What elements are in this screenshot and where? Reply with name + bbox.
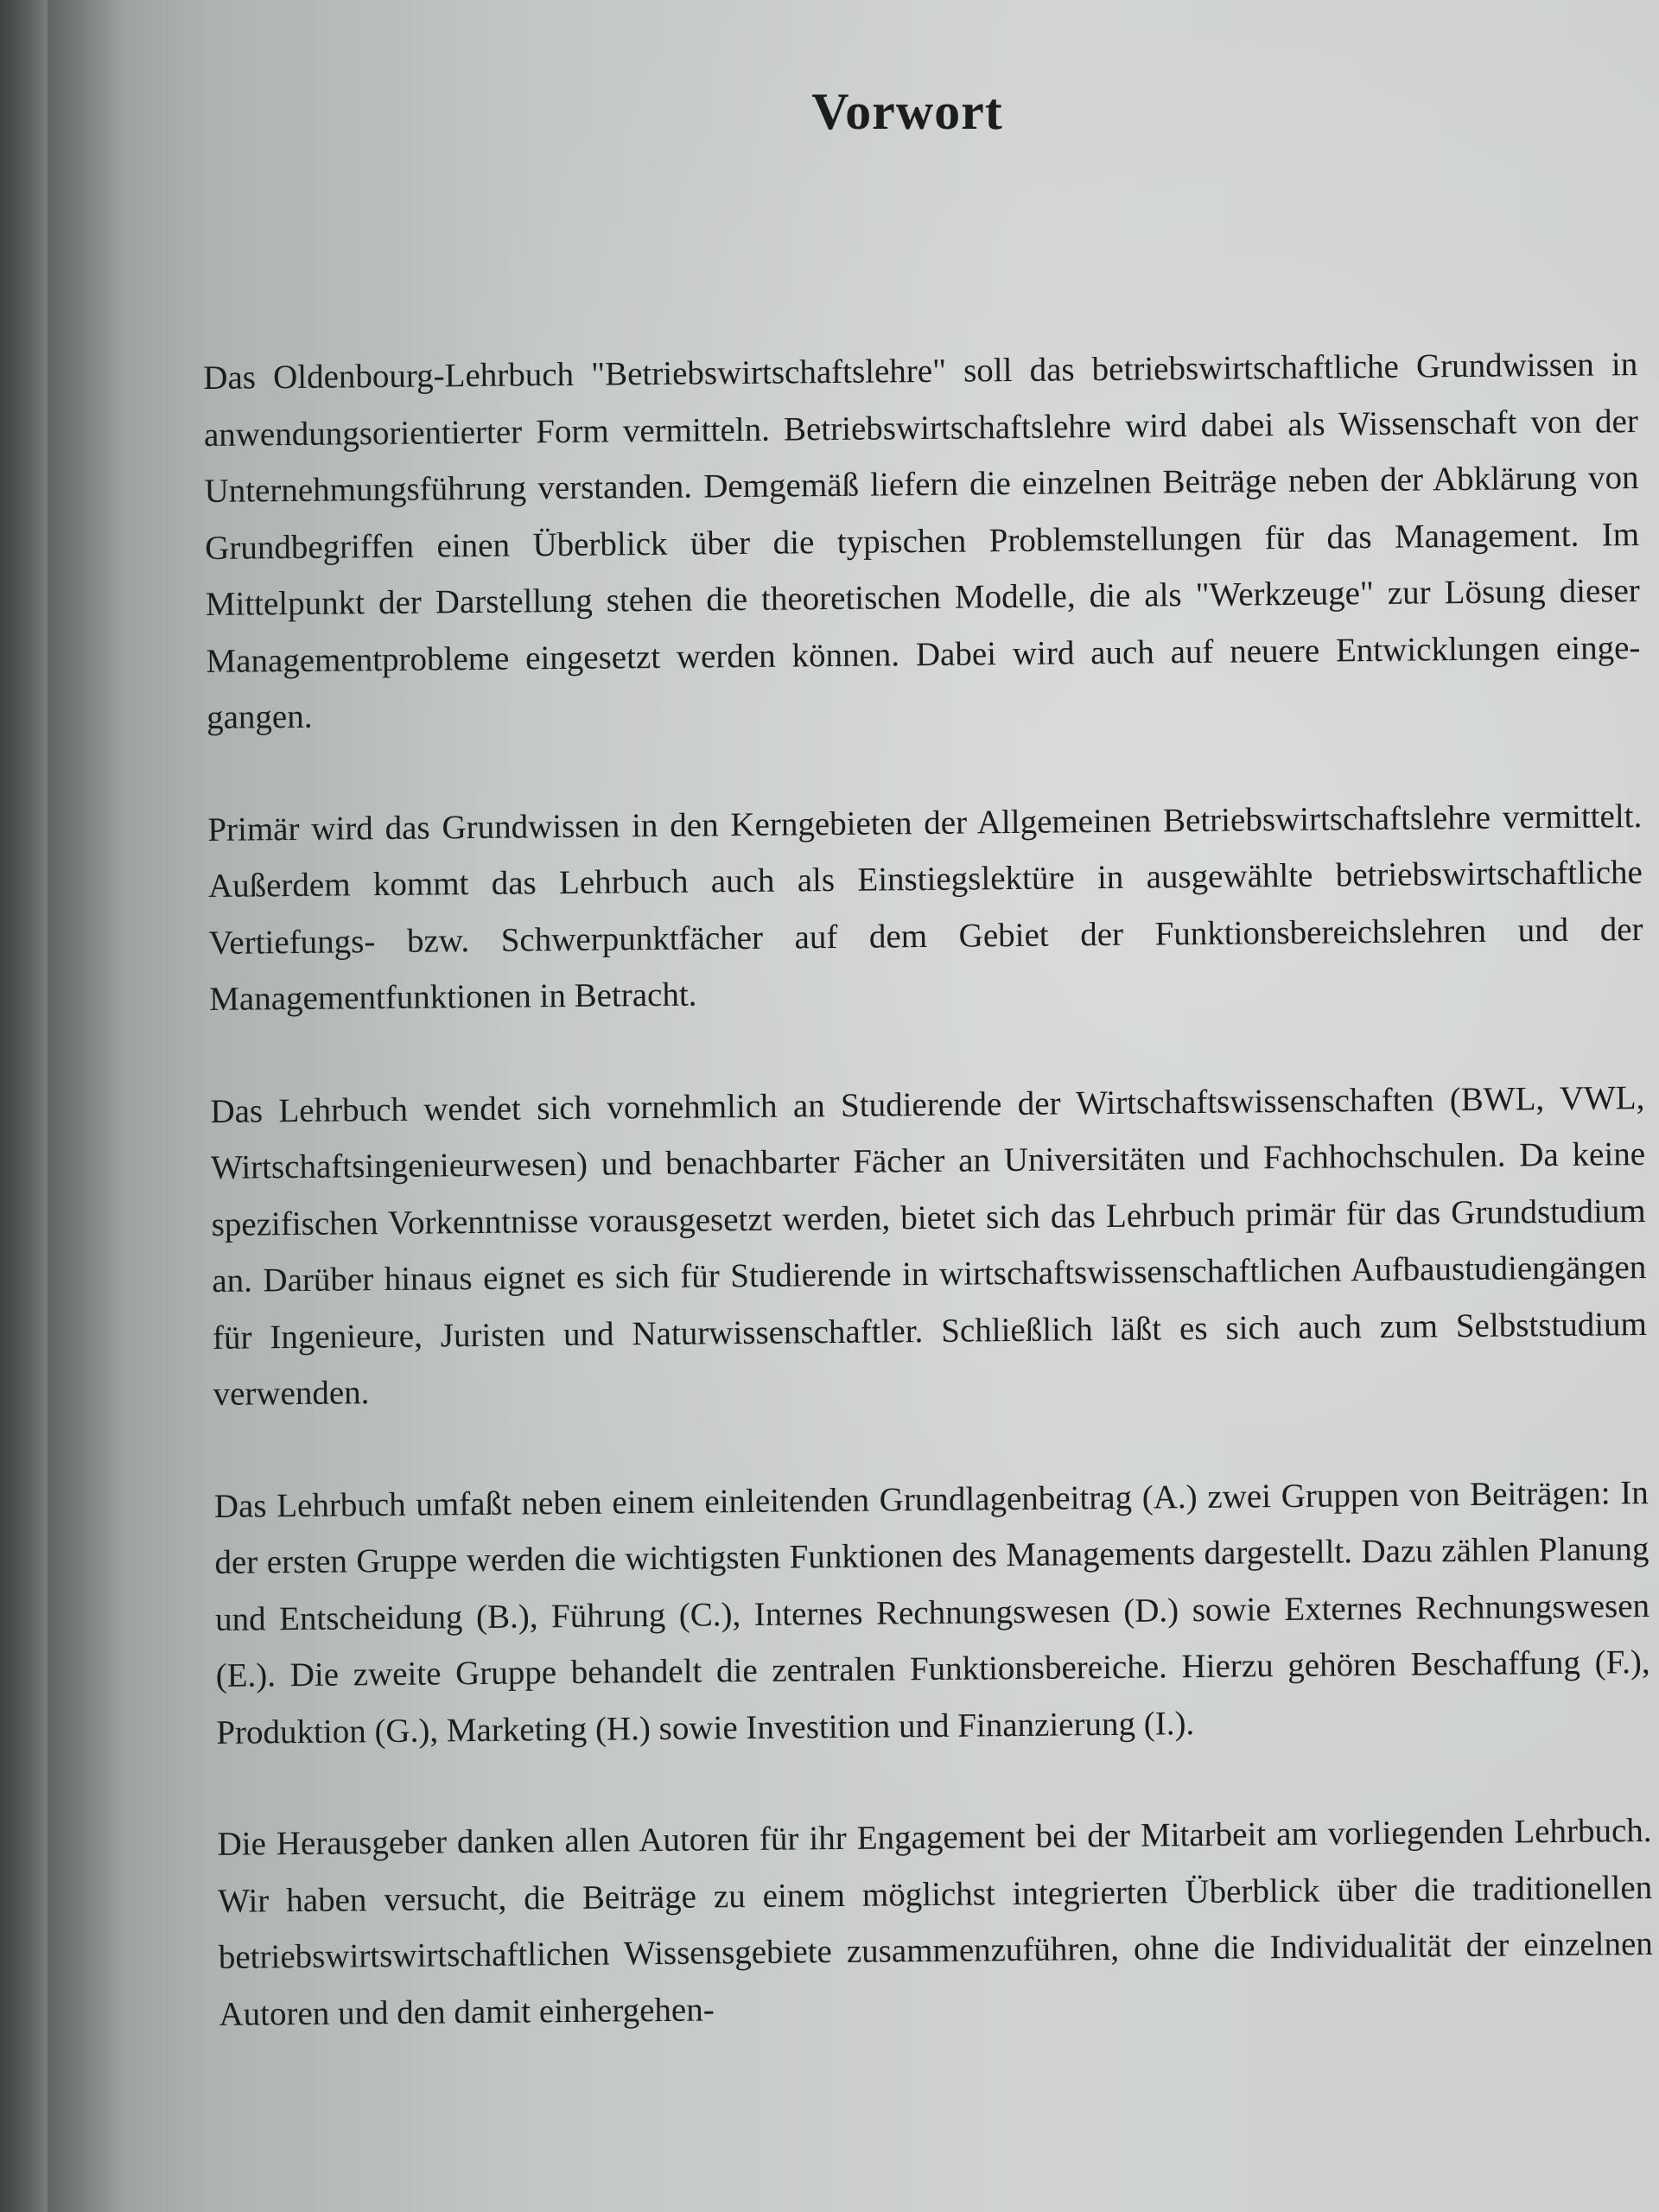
spine-shadow — [48, 0, 125, 2212]
page-title: Vorwort — [811, 83, 1003, 140]
paragraph-1: Das Oldenbourg-Lehrbuch "Betriebswirtschaftslehre" soll das betriebswirtschaftliche Grundwissen in anwendungsorientierter Form vermitteln. Betriebswirtschaftslehre wird dabei als Wissenschaft von der Unternehmungsführung verstanden. Demgemäß liefern die einzelnen Beiträge neben der Abklärung von Grundbegriffen einen Überblick über die typischen Problemstellungen für das Management. Im Mittelpunkt der Darstellung stehen die theoretischen Modelle, die als "Werkzeuge" zur Lösung dieser Managementprobleme eingesetzt werden können. Dabei wird auch auf neuere Entwicklungen eingegangen. — [203, 346, 1641, 736]
paragraph-2: Primär wird das Grundwissen in den Kerngebieten der Allgemeinen Betriebswirtschaftslehre vermittelt. Außerdem kommt das Lehrbuch auch als Einstiegslektüre in ausgewählte betriebswirtschaftliche Vertiefungs- bzw. Schwerpunktfächer auf dem Gebiet der Funktionsbereichslehren und der Managementfunktionen in Betracht. — [207, 797, 1643, 1018]
paragraph-4: Das Lehrbuch umfaßt neben einem einleitenden Grundlagenbeitrag (A.) zwei Gruppen von Beiträgen: In der ersten Gruppe werden die wichtigsten Funktionen des Managements dargestellt. Dazu zählen Planung und Entscheidung (B.), Führung (C.), Internes Rechnungswesen (D.) sowie Externes Rechnungswesen (E.). Die zweite Gruppe behandelt die zentralen Funktionsbereiche. Hierzu gehören Beschaffung (F.), Produktion (G.), Marketing (H.) sowie Investition und Finanzierung (I.). — [213, 1473, 1650, 1751]
book-page — [48, 0, 1659, 2212]
paragraph-5: Die Herausgeber danken allen Autoren für ihr Engagement bei der Mitarbeit am vorliegenden Lehrbuch. Wir haben versucht, die Beiträge zu einem möglichst integrierten Überblick über die traditionellen betriebswirtswirtschaftlichen Wissensgebiete zusammenzuführen, ohne die Individualität der einzelnen Autoren und den damit einhergehen- — [217, 1811, 1653, 2033]
body-text — [203, 336, 1654, 2098]
paragraph-3: Das Lehrbuch wendet sich vornehmlich an Studierende der Wirtschaftswissenschaften (BWL, VWL, Wirtschaftsingenieurwesen) und benachbarter Fächer an Universitäten und Fachhochschulen. Da keine spezifischen Vorkenntnisse vorausgesetzt werden, bietet sich das Lehrbuch primär für das Grundstudium an. Darüber hinaus eignet es sich für Studierende in wirtschaftswissenschaftlichen Aufbaustudiengängen für Ingenieure, Juristen und Naturwissenschaftler. Schließlich läßt es sich auch zum Selbststudium verwenden. — [210, 1078, 1648, 1413]
